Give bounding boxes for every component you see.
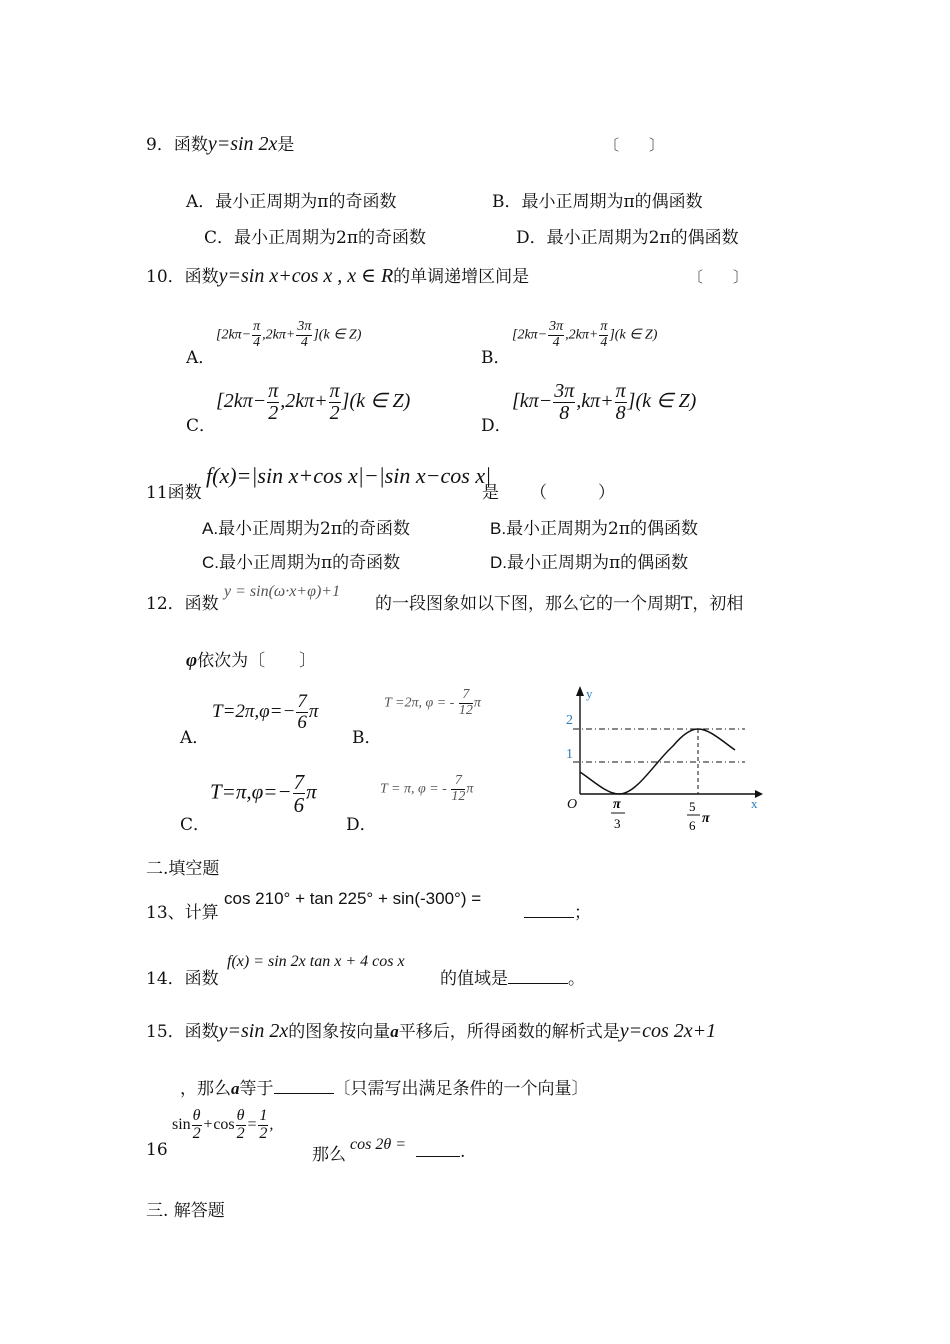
q12-option-b: T =2π, φ = - $\frac{7}{12}$ π [384, 687, 481, 718]
q16-answer: . [416, 1140, 465, 1162]
y-label: y [586, 686, 593, 701]
q12-option-d-label: D． [346, 815, 377, 835]
svg-text:6: 6 [689, 818, 696, 833]
q10-option-b: [2kπ− $\frac{3\pi}{4}$ ,2kπ+ $\frac{\pi}{4}$ ](k ∈ Z) [512, 319, 658, 350]
q11-stem: 11函数 [146, 483, 202, 503]
q12-sine-graph [555, 682, 775, 842]
q16-mid: 那么 [312, 1145, 346, 1165]
q12-option-c: T=π,φ=− $\frac{7}{6}$ π [210, 770, 317, 818]
q9-option-c: C．最小正周期为2π的奇函数 [204, 228, 427, 248]
svg-text:5: 5 [689, 799, 696, 814]
q10-option-c: [2kπ− $\frac{\pi}{2}$ ,2kπ+ $\frac{\pi}{2}$ ](k ∈ Z) [216, 380, 411, 424]
x-tick-5-6-pi [687, 799, 710, 833]
answer-paren: （ ） [530, 483, 615, 503]
q13-stem: 13、计算 [146, 903, 219, 923]
q11-tail: 是 [482, 483, 499, 503]
q9-option-b: B．最小正周期为π的偶函数 [492, 192, 703, 212]
q11-option-a: A.最小正周期为2π的奇函数 [202, 519, 411, 539]
q10-option-b-label: B． [481, 348, 511, 368]
y-axis-arrow [576, 686, 584, 696]
origin-label: O [567, 797, 578, 812]
q16-num: 16 [146, 1140, 168, 1160]
y-tick-2: 2 [566, 713, 573, 728]
q10-option-d: [kπ− $\frac{3\pi}{8}$ ,kπ+ $\frac{\pi}{8}$ ](k ∈ Z) [512, 380, 697, 424]
q11-option-c: C.最小正周期为π的奇函数 [202, 553, 401, 573]
q12-option-a: T=2π,φ=− $\frac{7}{6}$ π [212, 691, 319, 733]
q16-formula2: cos 2θ = [350, 1136, 406, 1153]
answer-blank[interactable] [508, 967, 568, 984]
svg-text:π: π [702, 811, 710, 826]
q10-option-a: [2kπ− $\frac{\pi}{4}$ ,2kπ+ $\frac{3\pi}{4}$ ](k ∈ Z) [216, 319, 362, 350]
q16-formula: sin $\frac{\theta}{2}$ +cos $\frac{\theta}{2}$ = $\frac{1}{2}$ , [172, 1107, 274, 1142]
q14-tail: 的值域是 。 [440, 969, 585, 989]
q14-formula: f(x) = sin 2x tan x + 4 cos x [227, 953, 405, 970]
y-tick-1: 1 [566, 747, 573, 762]
section-2-title: 二.填空题 [146, 859, 220, 879]
q15-stem: 15．函数y=sin 2x的图象按向量a平移后，所得函数的解析式是y=cos 2x+1 [146, 1020, 717, 1042]
answer-blank[interactable] [524, 901, 574, 918]
q12-option-d: T = π, φ = - $\frac{7}{12}$ π [380, 773, 474, 804]
q13-formula: cos 210° + tan 225° + sin(-300°) = [224, 889, 482, 908]
answer-blank[interactable] [416, 1140, 460, 1157]
svg-text:3: 3 [614, 816, 621, 831]
svg-text:π: π [613, 797, 621, 812]
answer-paren: 〔 〕 [604, 136, 665, 154]
q15-line2: ，那么a等于 〔只需写出满足条件的一个向量〕 [180, 1079, 589, 1099]
q13-answer: ； [524, 898, 591, 923]
answer-blank[interactable] [274, 1077, 334, 1094]
q11-option-d: D.最小正周期为π的偶函数 [490, 553, 689, 573]
q10-option-c-label: C． [186, 416, 217, 436]
q9-option-a: A．最小正周期为π的奇函数 [186, 192, 397, 212]
q10-stem: 10．函数y=sin x+cos x , x ∈ R的单调递增区间是 [146, 265, 530, 287]
q11-formula: f(x)=|sin x+cos x|−|sin x−cos x| [206, 463, 492, 488]
x-label: x [751, 796, 758, 811]
q12-line2: φ依次为〔 〕 [186, 650, 317, 671]
q9-option-d: D．最小正周期为2π的偶函数 [516, 228, 739, 248]
q14-stem: 14．函数 [146, 969, 219, 989]
x-tick-pi-3 [611, 797, 625, 831]
q12-option-b-label: B． [352, 728, 382, 748]
q12-formula: y = sin(ω·x+φ)+1 [224, 583, 341, 600]
q12-option-c-label: C． [180, 815, 211, 835]
q9-stem: 9．函数y=sin 2x是 [146, 133, 295, 155]
section-3-title: 三. 解答题 [146, 1201, 225, 1221]
q12-tail: 的一段图象如以下图，那么它的一个周期T，初相 [375, 594, 744, 614]
q12-option-a-label: A． [180, 728, 210, 748]
q10-option-d-label: D． [481, 416, 512, 436]
q12-stem: 12．函数 [146, 594, 219, 614]
q10-option-a-label: A． [186, 348, 216, 368]
q11-option-b: B.最小正周期为2π的偶函数 [490, 519, 699, 539]
answer-paren: 〔 〕 [688, 268, 749, 286]
